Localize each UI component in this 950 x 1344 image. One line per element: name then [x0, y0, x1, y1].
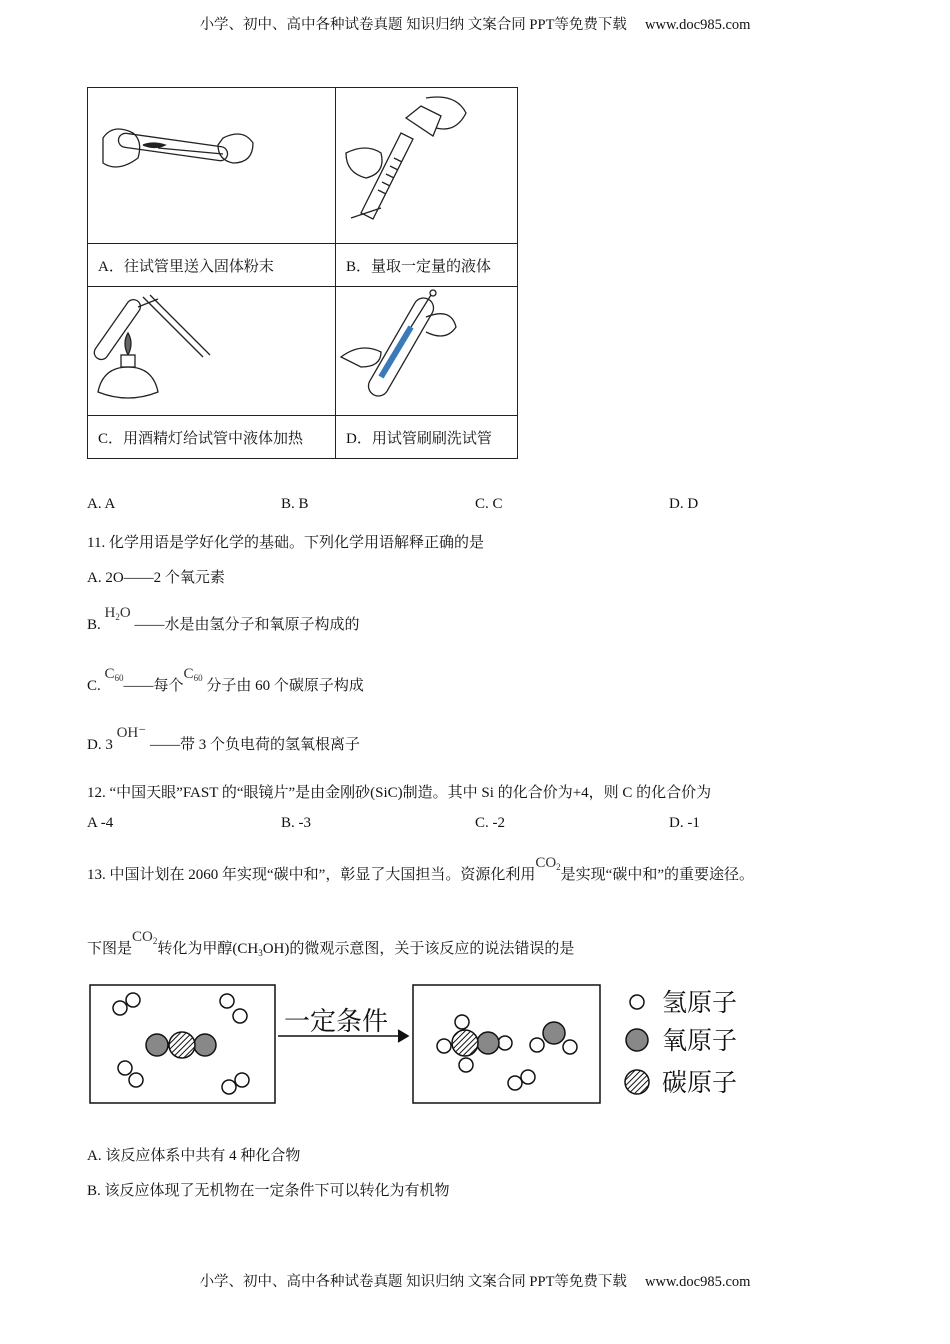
option-d-label: D．用试管刷刷洗试管	[336, 416, 518, 459]
choice-prefix: D. 3	[87, 737, 113, 753]
formula-h2o: $H_2O$	[104, 605, 131, 622]
q13-choice-b[interactable]: B. 该反应体现了无机物在一定条件下可以转化为有机物	[87, 1183, 450, 1199]
option-b-label: B．量取一定量的液体	[336, 244, 518, 287]
legend-hydrogen: 氢原子	[662, 990, 738, 1017]
q12-choice-c[interactable]: C. -2	[475, 815, 505, 831]
test-tube-brush-image	[336, 287, 518, 416]
q10-choice-a[interactable]: A. A	[87, 496, 116, 512]
footer-link[interactable]: www.doc985.com	[645, 1274, 751, 1290]
formula-oh: OH⁻	[116, 725, 147, 741]
page-header	[0, 13, 950, 34]
q13-stem-line1: 13. 中国计划在 2060 年实现“碳中和”，彰显了大国担当。资源化利用$CO_2$是实现“碳中和”的重要途径。	[87, 855, 754, 883]
choice-prefix: B.	[87, 617, 101, 633]
header-link[interactable]: www.doc985.com	[645, 17, 751, 33]
formula-c60: $C_{60}$	[104, 666, 124, 683]
choice-prefix: C.	[87, 678, 101, 694]
oxygen-atom-icon	[626, 1029, 648, 1051]
q10-options-table	[87, 87, 518, 459]
q11-choice-a[interactable]: A. 2O——2 个氧元素	[87, 570, 225, 586]
graduated-cylinder-image	[336, 88, 518, 244]
q13-stem-line2: 下图是$CO_2$转化为甲醇$(CH_3OH)$的微观示意图，关于该反应的说法错误的是	[87, 929, 575, 958]
option-c-label: C．用酒精灯给试管中液体加热	[88, 416, 336, 459]
formula-co2: $CO_2$	[535, 855, 561, 872]
q10-choice-c[interactable]: C. C	[475, 496, 503, 512]
legend-carbon: 碳原子	[662, 1070, 738, 1097]
q11-stem: 11. 化学用语是学好化学的基础。下列化学用语解释正确的是	[87, 535, 484, 551]
q10-choice-d[interactable]: D. D	[669, 496, 699, 512]
q12-choice-d[interactable]: D. -1	[669, 815, 700, 831]
header-text: 小学、初中、高中各种试卷真题 知识归纳 文案合同 PPT等免费下载	[199, 17, 627, 33]
formula-c60: $C_{60}$	[183, 666, 203, 683]
option-a-label: A．往试管里送入固体粉末	[88, 244, 336, 287]
legend-oxygen: 氧原子	[662, 1028, 738, 1055]
carbon-atom-icon	[625, 1070, 649, 1094]
formula-co2: $CO_2$	[132, 929, 158, 946]
choice-text: ——每个	[123, 678, 184, 694]
reaction-diagram	[0, 975, 950, 1115]
choice-text: 分子由 60 个碳原子构成	[206, 678, 364, 694]
q12-stem: 12. “中国天眼”FAST 的“眼镜片”是由金刚砂(SiC)制造。其中 Si 的化合价为+4，则 C 的化合价为	[87, 785, 712, 801]
test-tube-powder-image	[88, 88, 336, 244]
q11-choice-c[interactable]	[87, 666, 364, 695]
arrow-label: 一定条件	[284, 1006, 389, 1036]
q10-choice-b[interactable]: B. B	[281, 496, 309, 512]
q12-choice-b[interactable]: B. -3	[281, 815, 311, 831]
choice-text: ——带 3 个负电荷的氢氧根离子	[149, 737, 360, 753]
choice-text: ——水是由氢分子和氧原子构成的	[134, 617, 360, 633]
hydrogen-atom-icon	[630, 995, 644, 1009]
q13-choice-a[interactable]: A. 该反应体系中共有 4 种化合物	[87, 1148, 301, 1164]
q11-choice-b[interactable]	[87, 605, 360, 634]
alcohol-lamp-heating-image	[88, 287, 336, 416]
page-footer	[0, 1270, 950, 1291]
q11-choice-d[interactable]	[87, 725, 360, 754]
q12-choice-a[interactable]: A -4	[87, 815, 114, 831]
footer-text: 小学、初中、高中各种试卷真题 知识归纳 文案合同 PPT等免费下载	[199, 1274, 627, 1290]
